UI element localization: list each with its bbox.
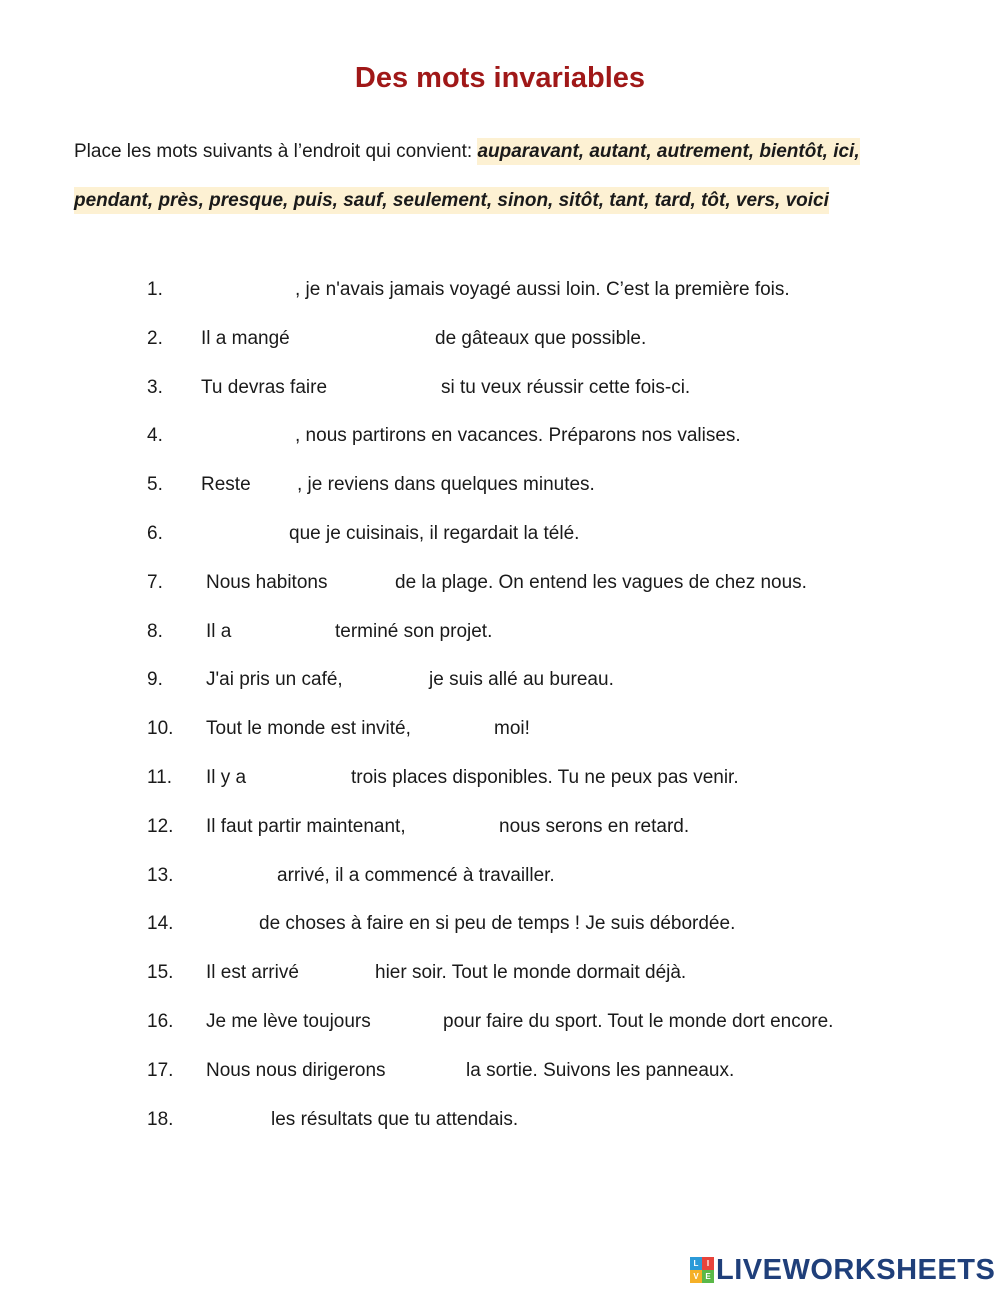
item-number: 6. bbox=[147, 522, 163, 544]
item-text-before: Je me lève toujours bbox=[206, 1010, 371, 1032]
item-text-before: Tout le monde est invité, bbox=[206, 718, 411, 740]
item-number: 2. bbox=[147, 327, 163, 349]
exercise-item bbox=[0, 326, 1000, 375]
item-number: 11. bbox=[147, 766, 173, 788]
item-text-after: arrivé, il a commencé à travailler. bbox=[277, 864, 555, 886]
item-number: 7. bbox=[147, 571, 163, 593]
item-text-before: Il a mangé bbox=[201, 327, 290, 349]
exercise-list bbox=[0, 277, 1000, 1155]
item-text-before: Nous nous dirigerons bbox=[206, 1059, 386, 1081]
item-text-before: Il y a bbox=[206, 766, 247, 788]
logo-mark-letter: L bbox=[690, 1257, 702, 1270]
item-text-before: Il est arrivé bbox=[206, 962, 299, 984]
item-text-before: Nous habitons bbox=[206, 571, 328, 593]
item-number: 3. bbox=[147, 376, 163, 398]
item-text-after: moi! bbox=[494, 718, 530, 740]
exercise-item bbox=[0, 863, 1000, 912]
instruction-text: Place les mots suivants à l’endroit qui convient: bbox=[74, 141, 478, 162]
item-text-before: Tu devras faire bbox=[201, 376, 328, 398]
exercise-item bbox=[0, 375, 1000, 424]
page-title: Des mots invariables bbox=[354, 62, 646, 94]
item-number: 15. bbox=[147, 962, 174, 984]
item-text-before: Il a bbox=[206, 620, 232, 642]
exercise-item bbox=[0, 814, 1000, 863]
exercise-item bbox=[0, 277, 1000, 326]
item-number: 9. bbox=[147, 669, 163, 691]
item-number: 10. bbox=[147, 718, 174, 740]
item-text-after: que je cuisinais, il regardait la télé. bbox=[289, 522, 580, 544]
item-text-after: je suis allé au bureau. bbox=[429, 669, 614, 691]
item-text-after: trois places disponibles. Tu ne peux pas venir. bbox=[351, 766, 739, 788]
logo-mark-letter: I bbox=[702, 1257, 714, 1270]
item-text-after: , nous partirons en vacances. Préparons nos valises. bbox=[295, 425, 741, 447]
item-number: 1. bbox=[147, 279, 163, 300]
exercise-item bbox=[0, 570, 1000, 619]
item-text-after: pour faire du sport. Tout le monde dort encore. bbox=[443, 1010, 834, 1032]
exercise-item bbox=[0, 911, 1000, 960]
logo-mark-letter: E bbox=[702, 1270, 714, 1283]
item-text-before: J'ai pris un café, bbox=[206, 669, 343, 691]
instruction-paragraph bbox=[74, 127, 864, 225]
item-text-after: , je reviens dans quelques minutes. bbox=[297, 474, 595, 496]
logo-mark-letter: V bbox=[690, 1270, 702, 1283]
item-text-after: hier soir. Tout le monde dormait déjà. bbox=[375, 962, 687, 984]
exercise-item bbox=[0, 423, 1000, 472]
exercise-item bbox=[0, 1058, 1000, 1107]
exercise-item bbox=[0, 1107, 1000, 1156]
item-text-after: de choses à faire en si peu de temps ! Je suis débordée. bbox=[259, 913, 736, 935]
item-text-after: si tu veux réussir cette fois-ci. bbox=[441, 376, 691, 398]
exercise-item bbox=[0, 667, 1000, 716]
exercise-item bbox=[0, 716, 1000, 765]
item-number: 5. bbox=[147, 474, 163, 496]
item-number: 16. bbox=[147, 1010, 174, 1032]
item-number: 12. bbox=[147, 815, 174, 837]
item-text-after: la sortie. Suivons les panneaux. bbox=[466, 1059, 735, 1081]
exercise-item bbox=[0, 960, 1000, 1009]
item-number: 17. bbox=[147, 1059, 174, 1081]
item-number: 8. bbox=[147, 620, 163, 642]
liveworksheets-logo bbox=[690, 1253, 995, 1287]
item-text-before: Reste bbox=[201, 474, 251, 496]
item-text-after: les résultats que tu attendais. bbox=[271, 1108, 519, 1130]
item-number: 18. bbox=[147, 1108, 174, 1130]
item-text-before: Il faut partir maintenant, bbox=[206, 815, 406, 837]
exercise-item bbox=[0, 472, 1000, 521]
exercise-item bbox=[0, 1009, 1000, 1058]
item-number: 13. bbox=[147, 864, 174, 886]
exercise-item bbox=[0, 521, 1000, 570]
exercise-item bbox=[0, 619, 1000, 668]
item-text-after: terminé son projet. bbox=[335, 620, 493, 642]
item-text-after: nous serons en retard. bbox=[499, 815, 690, 837]
item-text-after: de gâteaux que possible. bbox=[435, 327, 647, 349]
item-number: 4. bbox=[147, 425, 163, 447]
exercise-item bbox=[0, 765, 1000, 814]
logo-text: LIVEWORKSHEETS bbox=[716, 1253, 996, 1286]
logo-mark-icon bbox=[690, 1257, 714, 1283]
item-text-after: , je n'avais jamais voyagé aussi loin. C’est la première fois. bbox=[295, 279, 790, 300]
word-bank: auparavant, autant, autrement, bientôt, ici, pendant, près, presque, puis, sauf, seulement, sinon, sitôt, tant, tard, tôt, vers, voici bbox=[74, 138, 860, 214]
item-number: 14. bbox=[147, 913, 174, 935]
item-text-after: de la plage. On entend les vagues de chez nous. bbox=[395, 571, 807, 593]
